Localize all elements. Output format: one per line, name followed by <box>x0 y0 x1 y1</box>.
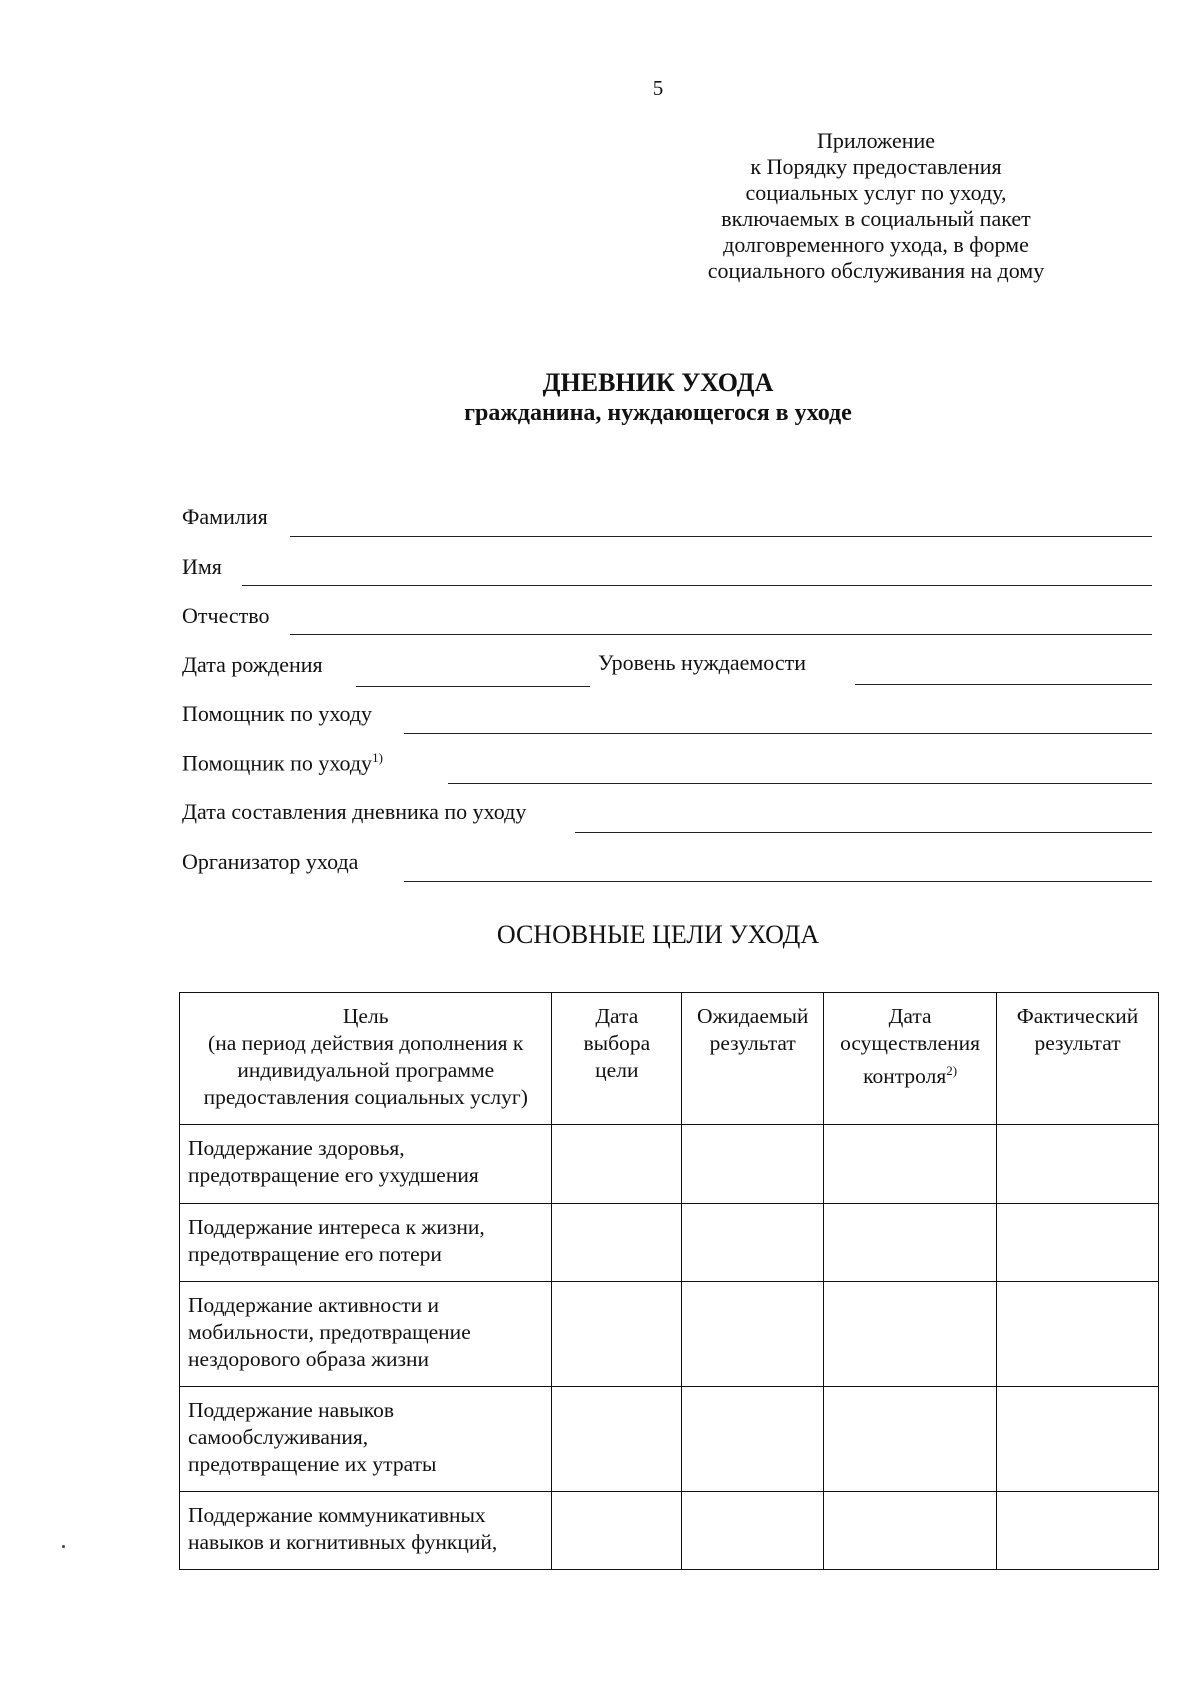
table-row <box>180 1204 1159 1282</box>
surname-field[interactable] <box>290 536 1152 537</box>
goal-line: Поддержание здоровья, <box>188 1136 405 1160</box>
goals-table <box>179 992 1159 1570</box>
control-date-cell[interactable] <box>824 1492 997 1570</box>
assistant2-field[interactable] <box>448 783 1152 784</box>
diary-date-field[interactable] <box>575 832 1152 833</box>
header-line: Дата <box>595 1004 639 1028</box>
expected-result-cell[interactable] <box>682 1204 824 1282</box>
appendix-line: социальных услуг по уходу, <box>745 180 1007 205</box>
assistant2-label <box>182 750 383 776</box>
goal-line: мобильности, предотвращение <box>188 1320 471 1344</box>
birth-date-label: Дата рождения <box>182 652 323 677</box>
header-line: Фактический <box>1016 1004 1139 1028</box>
control-date-cell[interactable] <box>824 1387 997 1492</box>
header-line <box>828 1057 992 1090</box>
goal-line: предотвращение их утраты <box>188 1452 437 1476</box>
goal-cell <box>180 1204 552 1282</box>
need-level-label: Уровень нуждаемости <box>598 650 807 675</box>
control-date-cell[interactable] <box>824 1204 997 1282</box>
goal-line: навыков и когнитивных функций, <box>188 1530 498 1554</box>
scan-speck <box>62 1545 65 1548</box>
page-number: 5 <box>652 76 664 100</box>
actual-result-cell[interactable] <box>997 1387 1159 1492</box>
table-row <box>180 1492 1159 1570</box>
patronymic-field[interactable] <box>290 634 1152 635</box>
goal-line: нездорового образа жизни <box>188 1347 430 1371</box>
header-line: осуществления <box>840 1031 981 1055</box>
document-subtitle: гражданина, нуждающегося в уходе <box>464 400 852 426</box>
organizer-field[interactable] <box>404 881 1152 882</box>
actual-result-cell[interactable] <box>997 1282 1159 1387</box>
table-row <box>180 1387 1159 1492</box>
assistant-field[interactable] <box>404 733 1152 734</box>
goal-cell <box>180 1492 552 1570</box>
selection-date-cell[interactable] <box>552 1204 682 1282</box>
name-label: Имя <box>182 554 222 579</box>
section-title: ОСНОВНЫЕ ЦЕЛИ УХОДА <box>496 920 820 949</box>
goal-line: самообслуживания, <box>188 1425 369 1449</box>
appendix-line: Приложение <box>816 128 936 153</box>
appendix-line: к Порядку предоставления <box>750 154 1002 179</box>
control-date-cell[interactable] <box>824 1125 997 1204</box>
document-title: ДНЕВНИК УХОДА <box>542 368 774 397</box>
surname-label: Фамилия <box>182 504 268 529</box>
header-line: результат <box>709 1031 796 1055</box>
goal-line: предотвращение его ухудшения <box>188 1163 479 1187</box>
header-line: Цель <box>342 1004 389 1028</box>
header-line: Дата <box>888 1004 932 1028</box>
goal-line: предотвращение его потери <box>188 1242 442 1266</box>
expected-result-cell[interactable] <box>682 1125 824 1204</box>
actual-result-cell[interactable] <box>997 1125 1159 1204</box>
organizer-label: Организатор ухода <box>182 849 359 874</box>
selection-date-cell[interactable] <box>552 1387 682 1492</box>
header-line: предоставления социальных услуг) <box>203 1085 528 1109</box>
selection-date-cell[interactable] <box>552 1125 682 1204</box>
expected-result-cell[interactable] <box>682 1492 824 1570</box>
goal-cell <box>180 1387 552 1492</box>
header-line: цели <box>595 1058 639 1082</box>
header-selection-date <box>552 993 682 1125</box>
patronymic-label: Отчество <box>182 603 270 628</box>
name-field[interactable] <box>242 585 1152 586</box>
header-line: Ожидаемый <box>696 1004 809 1028</box>
header-line: выбора <box>583 1031 651 1055</box>
control-date-cell[interactable] <box>824 1282 997 1387</box>
appendix-line: включаемых в социальный пакет <box>721 206 1031 231</box>
expected-result-cell[interactable] <box>682 1387 824 1492</box>
header-line: индивидуальной программе <box>237 1058 495 1082</box>
actual-result-cell[interactable] <box>997 1204 1159 1282</box>
selection-date-cell[interactable] <box>552 1282 682 1387</box>
header-control-date <box>824 993 997 1125</box>
diary-date-label: Дата составления дневника по уходу <box>182 799 527 824</box>
header-expected-result <box>682 993 824 1125</box>
header-actual-result <box>997 993 1159 1125</box>
need-level-field[interactable] <box>855 684 1152 685</box>
expected-result-cell[interactable] <box>682 1282 824 1387</box>
goal-line: Поддержание коммуникативных <box>188 1503 486 1527</box>
goal-cell <box>180 1282 552 1387</box>
assistant-label: Помощник по уходу <box>182 701 373 726</box>
appendix-block <box>616 128 1136 284</box>
appendix-line: социального обслуживания на дому <box>707 258 1045 283</box>
goal-line: Поддержание активности и <box>188 1293 440 1317</box>
table-row <box>180 1282 1159 1387</box>
selection-date-cell[interactable] <box>552 1492 682 1570</box>
footnote-marker: 1) <box>372 750 383 765</box>
header-line: результат <box>1034 1031 1121 1055</box>
goal-line: Поддержание навыков <box>188 1398 395 1422</box>
goal-cell <box>180 1125 552 1204</box>
goal-line: Поддержание интереса к жизни, <box>188 1215 485 1239</box>
header-line-text: контроля <box>863 1064 947 1089</box>
birth-date-field[interactable] <box>356 686 590 687</box>
header-goal <box>180 993 552 1125</box>
footnote-marker: 2) <box>946 1063 958 1078</box>
header-line: (на период действия дополнения к <box>208 1031 524 1055</box>
table-row <box>180 1125 1159 1204</box>
table-header-row <box>180 993 1159 1125</box>
assistant2-label-text: Помощник по уходу <box>182 750 373 776</box>
actual-result-cell[interactable] <box>997 1492 1159 1570</box>
appendix-line: долговременного ухода, в форме <box>723 232 1029 257</box>
